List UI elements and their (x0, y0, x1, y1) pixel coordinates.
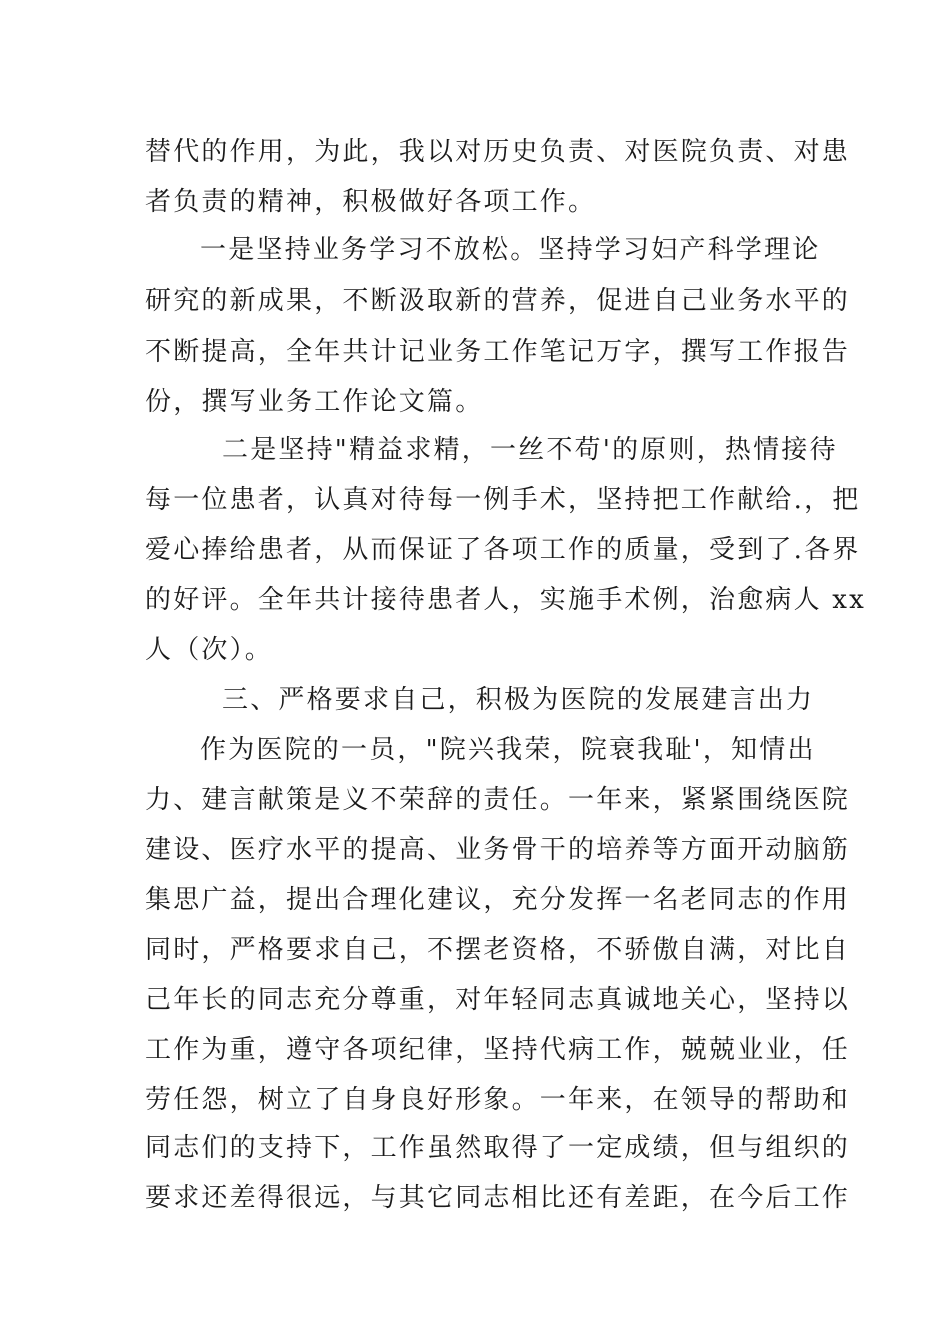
text-line: 集思广益，提出合理化建议，充分发挥一名老同志的作用 (145, 885, 851, 915)
text-line: 力、建言献策是义不荣辞的责任。一年来，紧紧围绕医院 (145, 785, 851, 815)
paragraph-start-line: 二是坚持"精益求精，一丝不苟'的原则，热情接待 (222, 435, 838, 465)
text-line: 份，撰写业务工作论文篇。 (145, 387, 484, 417)
paragraph-start-line: 一是坚持业务学习不放松。坚持学习妇产科学理论 (200, 235, 821, 265)
text-line: 每一位患者，认真对待每一例手术，坚持把工作献给.，把 (145, 485, 861, 515)
text-line: 的好评。全年共计接待患者人，实施手术例，治愈病人 xx (145, 585, 866, 615)
text-line: 要求还差得很远，与其它同志相比还有差距，在今后工作 (145, 1183, 851, 1213)
text-line: 不断提高，全年共计记业务工作笔记万字，撰写工作报告 (145, 337, 851, 367)
paragraph-start-line: 作为医院的一员，"院兴我荣，院衰我耻'，知情出 (200, 735, 816, 765)
text-line: 爱心捧给患者，从而保证了各项工作的质量，受到了.各界 (145, 535, 861, 565)
section-heading: 三、严格要求自己，积极为医院的发展建言出力 (222, 685, 815, 715)
text-line: 劳任怨，树立了自身良好形象。一年来，在领导的帮助和 (145, 1085, 851, 1115)
text-line: 同志们的支持下，工作虽然取得了一定成绩，但与组织的 (145, 1133, 851, 1163)
text-line: 工作为重，遵守各项纪律，坚持代病工作，兢兢业业，任 (145, 1035, 851, 1065)
text-line: 者负责的精神，积极做好各项工作。 (145, 187, 597, 217)
text-line: 建设、医疗水平的提高、业务骨干的培养等方面开动脑筋 (145, 835, 851, 865)
text-line: 研究的新成果，不断汲取新的营养，促进自己业务水平的 (145, 286, 851, 316)
text-line: 同时，严格要求自己，不摆老资格，不骄傲自满，对比自 (145, 935, 851, 965)
text-line: 己年长的同志充分尊重，对年轻同志真诚地关心，坚持以 (145, 985, 851, 1015)
text-line: 替代的作用，为此，我以对历史负责、对医院负责、对患 (145, 137, 851, 167)
text-line: 人（次）。 (145, 635, 274, 665)
